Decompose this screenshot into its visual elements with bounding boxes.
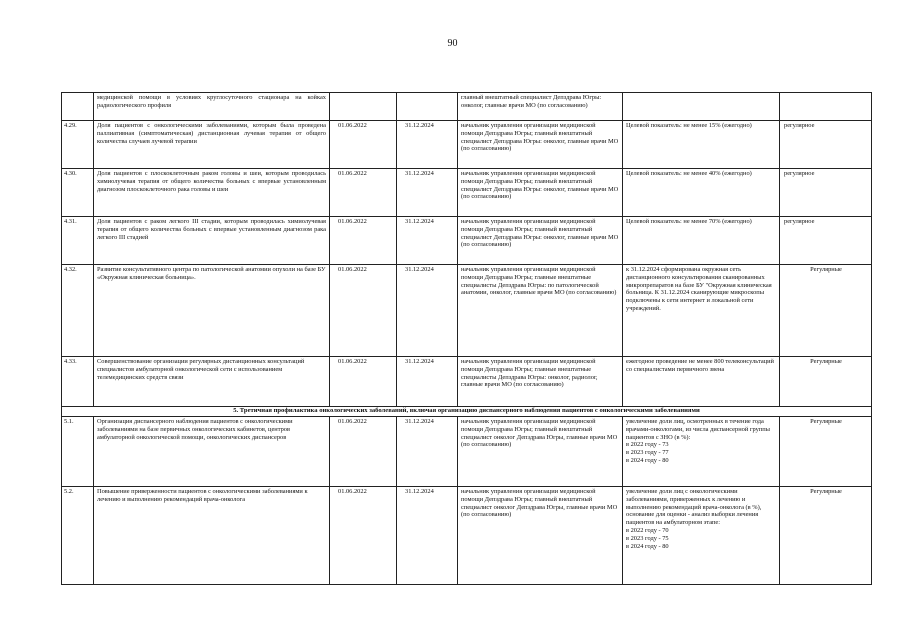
plan-table bbox=[61, 92, 872, 585]
indicator-cell: Целевой показатель: не менее 15% (ежегодно) bbox=[623, 121, 780, 169]
indicator-cell: ежегодное проведение не менее 800 телеконсультаций со специалистами первичного звена bbox=[623, 357, 780, 407]
indicator-year-2022: в 2022 году - 70 bbox=[626, 526, 669, 534]
row-number: 4.31. bbox=[62, 217, 94, 265]
table-row bbox=[62, 169, 872, 217]
measure-cell: Повышение приверженности пациентов с онкологическими заболеваниями к лечению и выполнению рекомендаций врача-онколога bbox=[94, 487, 330, 585]
period-cell: регулярное bbox=[780, 217, 872, 265]
indicator-year-2024: в 2024 году - 80 bbox=[626, 456, 669, 464]
indicator-year-2022: в 2022 году - 73 bbox=[626, 441, 669, 449]
start-date: 01.06.2022 bbox=[330, 487, 397, 585]
end-date: 31.12.2024 bbox=[397, 169, 458, 217]
start-date: 01.06.2022 bbox=[330, 121, 397, 169]
start-date: 01.06.2022 bbox=[330, 417, 397, 487]
start-date: 01.06.2022 bbox=[330, 169, 397, 217]
table-row bbox=[62, 217, 872, 265]
indicator-cell: Целевой показатель: не менее 70% (ежегодно) bbox=[623, 217, 780, 265]
responsible-cell: начальник управления организации медицинской помощи Депздрава Югры; главный внештатный специалист Депздрава Югры: онколог, главные врачи МО (по согласованию) bbox=[458, 217, 623, 265]
responsible-cell: начальник управления организации медицинской помощи Депздрава Югры; главный внештатный специалист онколог Депздрава Югры, главные врачи МО (по согласованию) bbox=[458, 487, 623, 585]
measure-cell: медицинской помощи в условиях круглосуточного стационара на койках радиологического профиля bbox=[94, 93, 330, 121]
responsible-cell: начальник управления организации медицинской помощи Депздрава Югры; главные внештатные специалисты Депздрава Югры: онколог, радиолог, главные врачи МО (по согласованию) bbox=[458, 357, 623, 407]
end-date: 31.12.2024 bbox=[397, 417, 458, 487]
measure-cell: Доля пациентов с раком легкого III стадии, которым проводилась химиолучевая терапия от общего количества больных с впервые установленным диагнозом рака легкого III стадией bbox=[94, 217, 330, 265]
indicator-year-2024: в 2024 году - 80 bbox=[626, 542, 669, 550]
indicator-year-2023: в 2023 году - 75 bbox=[626, 534, 669, 542]
responsible-cell: начальник управления организации медицинской помощи Депздрава Югры; главный внештатный специалист онколог Депздрава Югры, главные врачи МО (по согласованию) bbox=[458, 417, 623, 487]
end-date: 31.12.2024 bbox=[397, 487, 458, 585]
row-number: 4.33. bbox=[62, 357, 94, 407]
table-row bbox=[62, 93, 872, 121]
row-number: 4.29. bbox=[62, 121, 94, 169]
table-row bbox=[62, 417, 872, 487]
end-date: 31.12.2024 bbox=[397, 121, 458, 169]
indicator-cell: Целевой показатель: не менее 40% (ежегодно) bbox=[623, 169, 780, 217]
table-row bbox=[62, 357, 872, 407]
indicator-cell bbox=[623, 417, 780, 487]
period-cell: регулярное bbox=[780, 121, 872, 169]
table-row bbox=[62, 487, 872, 585]
period-cell: регулярное bbox=[780, 169, 872, 217]
indicator-year-2023: в 2023 году - 77 bbox=[626, 449, 669, 457]
period-cell: Регулярные bbox=[780, 417, 872, 487]
end-date: 31.12.2024 bbox=[397, 265, 458, 357]
start-date: 01.06.2022 bbox=[330, 217, 397, 265]
start-date: 01.06.2022 bbox=[330, 357, 397, 407]
end-date: 31.12.2024 bbox=[397, 357, 458, 407]
responsible-cell: начальник управления организации медицинской помощи Депздрава Югры; главный внештатный специалист Депздрава Югры: онколог, главные врачи МО (по согласованию) bbox=[458, 121, 623, 169]
responsible-cell: главный внештатный специалист Депздрава Югры: онколог, главные врачи МО (по согласованию) bbox=[458, 93, 623, 121]
measure-cell: Совершенствование организации регулярных дистанционных консультаций специалистов амбулаторной онкологической сети с использованием телемедицинских средств связи bbox=[94, 357, 330, 407]
measure-cell: Развитие консультативного центра по патологической анатомии опухоли на базе БУ «Окружная клиническая больница». bbox=[94, 265, 330, 357]
start-date: 01.06.2022 bbox=[330, 265, 397, 357]
row-number: 5.2. bbox=[62, 487, 94, 585]
section-title: 5. Третичная профилактика онкологических заболеваний, включая организацию диспансерного наблюдения пациентов с онкологическими заболеваниями bbox=[62, 407, 872, 417]
indicator-cell: к 31.12.2024 сформирована окружная сеть дистанционного консультирования сканированных микропрепаратов на базе БУ "Окружная клиническая больница. К 31.12.2024 сканирующие микроскопы подключены к сети интернет и локальной сети учреждений. bbox=[623, 265, 780, 357]
table-row bbox=[62, 121, 872, 169]
responsible-cell: начальник управления организации медицинской помощи Депздрава Югры; главные внештатные специалисты Депздрава Югры: по патологической анатомии, онколог, главные врачи МО (по согласованию) bbox=[458, 265, 623, 357]
measure-cell: Доля пациентов с плоскоклеточным раком головы и шеи, которым проводилась химиолучевая терапия от общего количества больных с впервые установленным диагнозом плоскоклеточного рака головы и шеи bbox=[94, 169, 330, 217]
end-date: 31.12.2024 bbox=[397, 217, 458, 265]
measure-cell: Организация диспансерного наблюдения пациентов с онкологическими заболеваниями на базе первичных онкологических кабинетов, центров амбулаторной онкологической помощи, онкологических диспансеров bbox=[94, 417, 330, 487]
indicator-text: увеличение доли лиц с онкологическими заболеваниями, приверженных к лечению и выполнению рекомендаций врача-онколога (в %), основание для оценки - анализ выборки лечения пациентов на амбулаторном этапе: bbox=[626, 488, 762, 527]
responsible-cell: начальник управления организации медицинской помощи Депздрава Югры; главный внештатный специалист Депздрава Югры: онколог, главные врачи МО (по согласованию) bbox=[458, 169, 623, 217]
period-cell: Регулярные bbox=[780, 487, 872, 585]
row-number: 4.32. bbox=[62, 265, 94, 357]
period-cell: Регулярные bbox=[780, 265, 872, 357]
period-cell: Регулярные bbox=[780, 357, 872, 407]
row-number: 4.30. bbox=[62, 169, 94, 217]
page-number: 90 bbox=[447, 38, 458, 49]
row-number: 5.1. bbox=[62, 417, 94, 487]
measure-cell: Доля пациентов с онкологическими заболеваниями, которым была проведена паллиативная (симптоматическая) дистанционная лучевая терапия от общего количества случаев лучевой терапии bbox=[94, 121, 330, 169]
indicator-cell bbox=[623, 487, 780, 585]
section-header-row bbox=[62, 407, 872, 417]
indicator-text: увеличение доли лиц, осмотренных в течение года врачами-онкологами, из числа диспансерной группы пациентов с ЗНО (в %): bbox=[626, 418, 770, 441]
table-row bbox=[62, 265, 872, 357]
